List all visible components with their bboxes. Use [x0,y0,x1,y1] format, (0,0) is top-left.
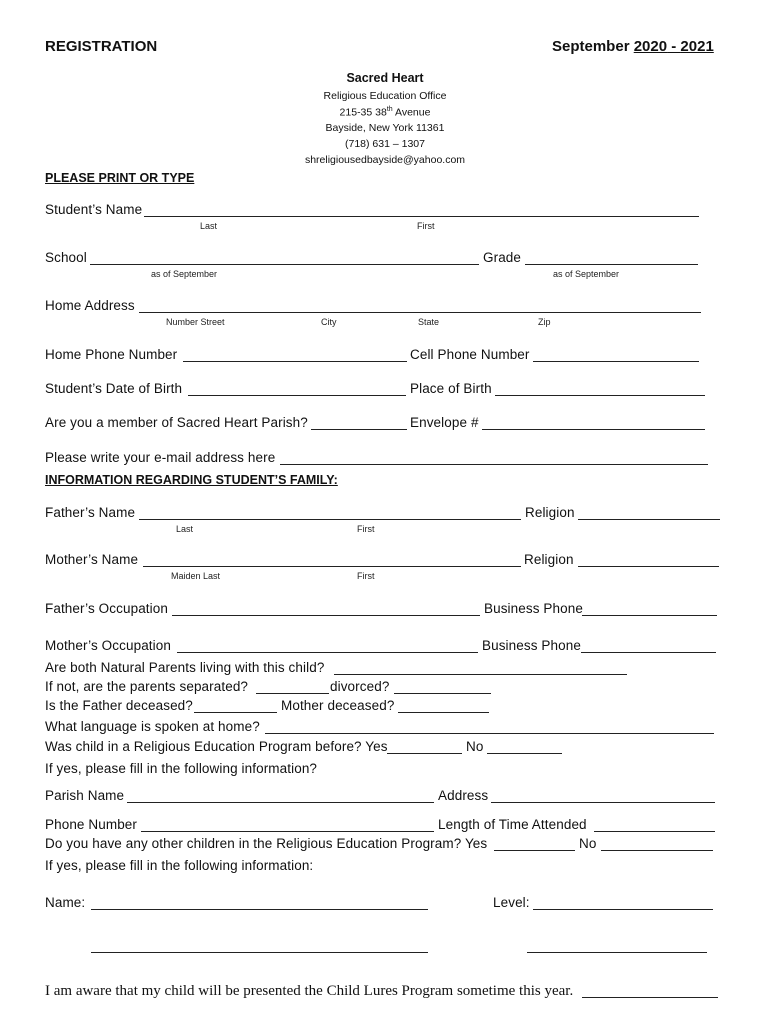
parish-address-label: Address [438,788,489,803]
fathers-name-label: Father’s Name [45,505,136,520]
language-label: What language is spoken at home? [45,719,260,734]
dob-line[interactable] [188,395,406,396]
org-city: Bayside, New York 11361 [325,122,445,134]
org-street-suffix: th [386,106,393,113]
email-prompt-label: Please write your e-mail address here [45,450,276,465]
mother-deceased-label: Mother deceased? [281,698,395,713]
envelope-label: Envelope # [410,415,479,430]
natural-parents-line[interactable] [334,674,627,675]
home-phone-label: Home Phone Number [45,347,178,362]
mother-religion-label: Religion [524,552,574,567]
state-caption: State [418,317,440,327]
school-label: School [45,250,87,265]
natural-parents-label: Are both Natural Parents living with this child? [45,660,325,675]
divorced-line[interactable] [394,693,491,694]
other-children-no-label: No [579,836,597,851]
student-name-label: Student’s Name [45,202,143,217]
school-year [552,38,714,55]
org-name: Sacred Heart [346,71,424,85]
mothers-occupation-line[interactable] [177,652,478,653]
child-lures-initial-line[interactable] [582,997,718,998]
student-last-caption: Last [200,221,218,231]
child-name-line-2[interactable] [91,952,428,953]
child-name-line-1[interactable] [91,909,428,910]
family-heading: INFORMATION REGARDING STUDENT’S FAMILY: [45,473,338,487]
father-deceased-label: Is the Father deceased? [45,698,193,713]
org-phone: (718) 631 – 1307 [345,138,425,150]
other-children-no-line[interactable] [601,850,713,851]
home-phone-line[interactable] [183,361,407,362]
parish-address-line[interactable] [491,802,715,803]
org-email: shreligiousedbayside@yahoo.com [304,154,466,166]
parish-name-label: Parish Name [45,788,125,803]
mother-maiden-last-caption: Maiden Last [171,571,221,581]
member-answer-line[interactable] [311,429,407,430]
member-question-label: Are you a member of Sacred Heart Parish? [45,415,308,430]
envelope-line[interactable] [482,429,705,430]
zip-caption: Zip [538,317,551,327]
mother-first-caption: First [357,571,375,581]
city-caption: City [321,317,337,327]
email-line[interactable] [280,464,708,465]
father-religion-label: Religion [525,505,575,520]
school-year-end: 2021 [680,38,714,55]
child-lures-statement: I am aware that my child will be presented the Child Lures Program sometime this year. [45,983,574,999]
mother-deceased-line[interactable] [398,712,489,713]
dob-label: Student’s Date of Birth [45,381,183,396]
org-office: Religious Education Office [323,90,447,102]
home-address-line[interactable] [139,312,701,313]
prior-program-label: Was child in a Religious Education Program before? Yes [45,739,388,754]
father-business-phone-line[interactable] [582,615,717,616]
divorced-label: divorced? [330,679,390,694]
child-name-label: Name: [45,895,86,910]
child-level-label: Level: [493,895,530,910]
cell-phone-line[interactable] [533,361,699,362]
cell-phone-label: Cell Phone Number [410,347,530,362]
mothers-occupation-label: Mother’s Occupation [45,638,171,653]
school-year-start: 2020 [633,38,668,55]
home-address-label: Home Address [45,298,135,313]
grade-label: Grade [483,250,522,265]
mother-religion-line[interactable] [578,566,719,567]
prior-program-no-label: No [466,739,484,754]
grade-as-of-caption: as of September [553,269,620,279]
prior-program-yes-line[interactable] [387,753,462,754]
father-deceased-line[interactable] [194,712,277,713]
org-street-number: 215-35 38 [339,106,387,119]
form-title: REGISTRATION [45,38,158,55]
parish-name-line[interactable] [127,802,434,803]
number-street-caption: Number Street [166,317,225,327]
org-street [0,106,770,119]
mother-business-phone-label: Business Phone [482,638,581,653]
school-line[interactable] [90,264,479,265]
father-last-caption: Last [176,524,194,534]
mothers-name-label: Mother’s Name [45,552,139,567]
separated-label: If not, are the parents separated? [45,679,249,694]
separated-line[interactable] [256,693,329,694]
child-level-line-1[interactable] [533,909,713,910]
parish-phone-label: Phone Number [45,817,138,832]
father-business-phone-label: Business Phone [484,601,583,616]
other-children-yes-line[interactable] [494,850,575,851]
language-line[interactable] [265,733,714,734]
place-of-birth-label: Place of Birth [410,381,492,396]
length-attended-line[interactable] [594,831,715,832]
father-religion-line[interactable] [578,519,720,520]
school-year-prefix: September [552,38,634,55]
fathers-occupation-line[interactable] [172,615,480,616]
student-first-caption: First [417,221,435,231]
place-of-birth-line[interactable] [495,395,705,396]
mother-business-phone-line[interactable] [581,652,716,653]
school-year-dash: - [667,38,681,55]
father-first-caption: First [357,524,375,534]
if-yes-info-label: If yes, please fill in the following information? [45,761,318,776]
other-children-label: Do you have any other children in the Religious Education Program? Yes [45,836,488,851]
student-name-line[interactable] [144,216,699,217]
school-as-of-caption: as of September [151,269,218,279]
fathers-name-line[interactable] [139,519,521,520]
org-street-name: Avenue [392,106,431,119]
fathers-occupation-label: Father’s Occupation [45,601,168,616]
other-children-info-label: If yes, please fill in the following information: [45,858,314,873]
parish-phone-line[interactable] [141,831,434,832]
child-level-line-2[interactable] [527,952,707,953]
length-attended-label: Length of Time Attended [438,817,587,832]
prior-program-no-line[interactable] [487,753,562,754]
grade-line[interactable] [525,264,698,265]
print-notice: PLEASE PRINT OR TYPE [45,171,195,185]
mothers-name-line[interactable] [143,566,521,567]
